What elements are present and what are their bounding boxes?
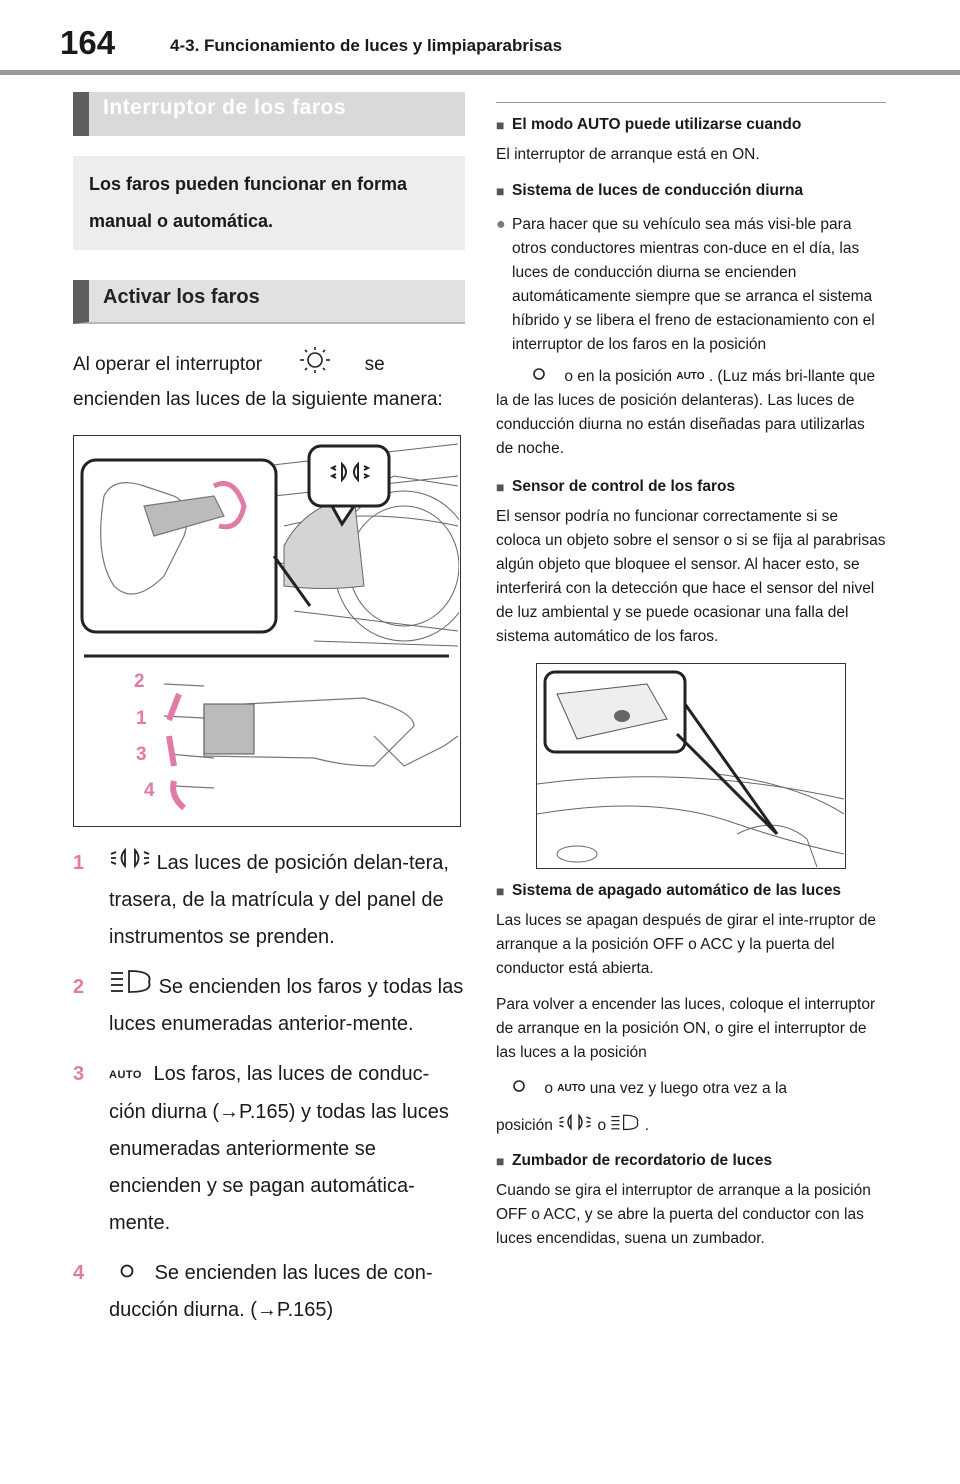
header-divider (0, 70, 960, 75)
item-text (109, 1056, 465, 1241)
light-switch-icon (295, 346, 335, 384)
off-icon (512, 1077, 526, 1101)
item-number: 1 (73, 852, 85, 874)
chapter-title: 4-3. Funcionamiento de luces y limpiaparabrisas (170, 36, 563, 55)
item-number: 4 (73, 1261, 85, 1284)
sensor-text: El sensor podría no funcionar correctamente si se coloca un objeto sobre el sensor o si se fija al parabrisas algún objeto que bloquee el sensor. Al hacer esto, se interferirá con la detección que hace el sensor del nivel de luz ambiental y se puede ocasionar una falla del sistema automático de los faros. (496, 508, 886, 646)
auto-icon: AUTO (557, 1083, 586, 1095)
right-column (496, 102, 886, 1263)
figure-label-1: 1 (136, 708, 147, 729)
autooff-or-2: o (597, 1117, 607, 1135)
drl-bullet (496, 213, 886, 357)
sensor-illustration (536, 663, 846, 869)
subsection-title: Activar los faros (73, 280, 465, 324)
bullet-dot: ● (496, 216, 506, 233)
lead-paragraph (73, 346, 465, 415)
item-text (109, 1255, 465, 1329)
drl-cont-b: . (Luz más bri-llante que la de las luces de posición delanteras). Las luces de conducción diurna no están diseñadas para utilizarlas de noche. (496, 368, 876, 458)
lead-after: se encienden las luces de la siguiente manera: (73, 354, 443, 410)
position-lights-icon (109, 845, 151, 882)
autooff-line-3 (496, 1077, 886, 1101)
autooff-title: Sistema de apagado automático de las luces (512, 882, 842, 900)
off-icon (119, 1255, 135, 1292)
page-header (0, 0, 960, 78)
list-item (73, 1056, 465, 1241)
numbered-list (73, 845, 465, 1329)
sensor-title: Sensor de control de los faros (512, 478, 736, 496)
headlight-switch-illustration (73, 435, 461, 827)
list-item (73, 1255, 465, 1329)
drl-bullet-text: Para hacer que su vehículo sea más visi-ble para otros conductores mientras con-duce en el día, las luces de conducción diurna se encienden automáticamente siempre que se arranca el sistema híbrido y se libera el freno de estacionamiento con el interruptor de los faros en la posición (512, 216, 875, 353)
auto-mode-title: El modo AUTO puede utilizarse cuando (512, 116, 802, 133)
figure-label-4: 4 (144, 780, 155, 801)
item-text (109, 969, 465, 1043)
autooff-or: o (544, 1080, 553, 1098)
item-description: Las luces de posición delan-tera, trasera, de la matrícula y del panel de instrumentos se prenden. (109, 852, 449, 949)
position-lights-icon (557, 1113, 593, 1139)
autooff-text-2: Para volver a encender las luces, coloque el interruptor de arranque en la posición ON, o gire el interruptor de las luces a la posición (496, 996, 876, 1062)
autooff-position: posición (496, 1117, 553, 1135)
auto-icon: AUTO (676, 371, 705, 382)
section-title: Interruptor de los faros (73, 92, 465, 136)
headlight-icon (610, 1113, 640, 1139)
drl-heading: ■ Sistema de luces de conducción diurna (496, 179, 886, 203)
item-description: Los faros, las luces de conduc-ción diurna (→P.165) y todas las luces enumeradas anteriormente se encienden y se pagan automática-mente. (109, 1063, 449, 1234)
sensor-heading: ■ Sensor de control de los faros (496, 475, 886, 499)
item-description: Se encienden los faros y todas las luces enumeradas anterior-mente. (109, 976, 464, 1036)
headlight-icon (109, 969, 153, 1006)
item-number: 2 (73, 976, 85, 999)
autooff-line-4 (496, 1113, 886, 1139)
lead-before: Al operar el interruptor (73, 354, 263, 376)
list-item (73, 969, 465, 1043)
auto-mode-heading: ■ El modo AUTO puede utilizarse cuando (496, 113, 886, 137)
drl-cont-a: o en la posición (564, 368, 673, 386)
intro-box: Los faros pueden funcionar en forma manual o automática. (73, 156, 465, 250)
figure-label-2: 2 (134, 671, 145, 692)
left-column (73, 92, 465, 1342)
auto-icon: AUTO (109, 1068, 142, 1081)
auto-mode-text: El interruptor de arranque está en ON. (496, 146, 760, 163)
list-item (73, 845, 465, 956)
buzzer-title: Zumbador de recordatorio de luces (512, 1152, 773, 1170)
item-number: 3 (73, 1063, 85, 1086)
buzzer-heading: ■ Zumbador de recordatorio de luces (496, 1149, 886, 1173)
autooff-text-1: Las luces se apagan después de girar el inte-rruptor de arranque a la posición OFF o ACC y la puerta del conductor está abierta. (496, 912, 876, 978)
page-number: 164 (60, 24, 116, 61)
off-icon (532, 365, 546, 389)
drl-title: Sistema de luces de conducción diurna (512, 182, 804, 199)
autooff-period: . (644, 1117, 650, 1135)
item-text (109, 845, 465, 956)
drl-bullet-continuation (496, 365, 886, 461)
item-description: Se encienden las luces de con-ducción diurna. (→P.165) (109, 1261, 433, 1321)
column-divider (496, 102, 886, 103)
autooff-heading: ■ Sistema de apagado automático de las luces (496, 879, 886, 903)
figure-label-3: 3 (136, 744, 147, 765)
autooff-again: una vez y luego otra vez a la (589, 1080, 788, 1098)
buzzer-text: Cuando se gira el interruptor de arranque a la posición OFF o ACC, y se abre la puerta del conductor con las luces encendidas, suena un zumbador. (496, 1182, 871, 1248)
